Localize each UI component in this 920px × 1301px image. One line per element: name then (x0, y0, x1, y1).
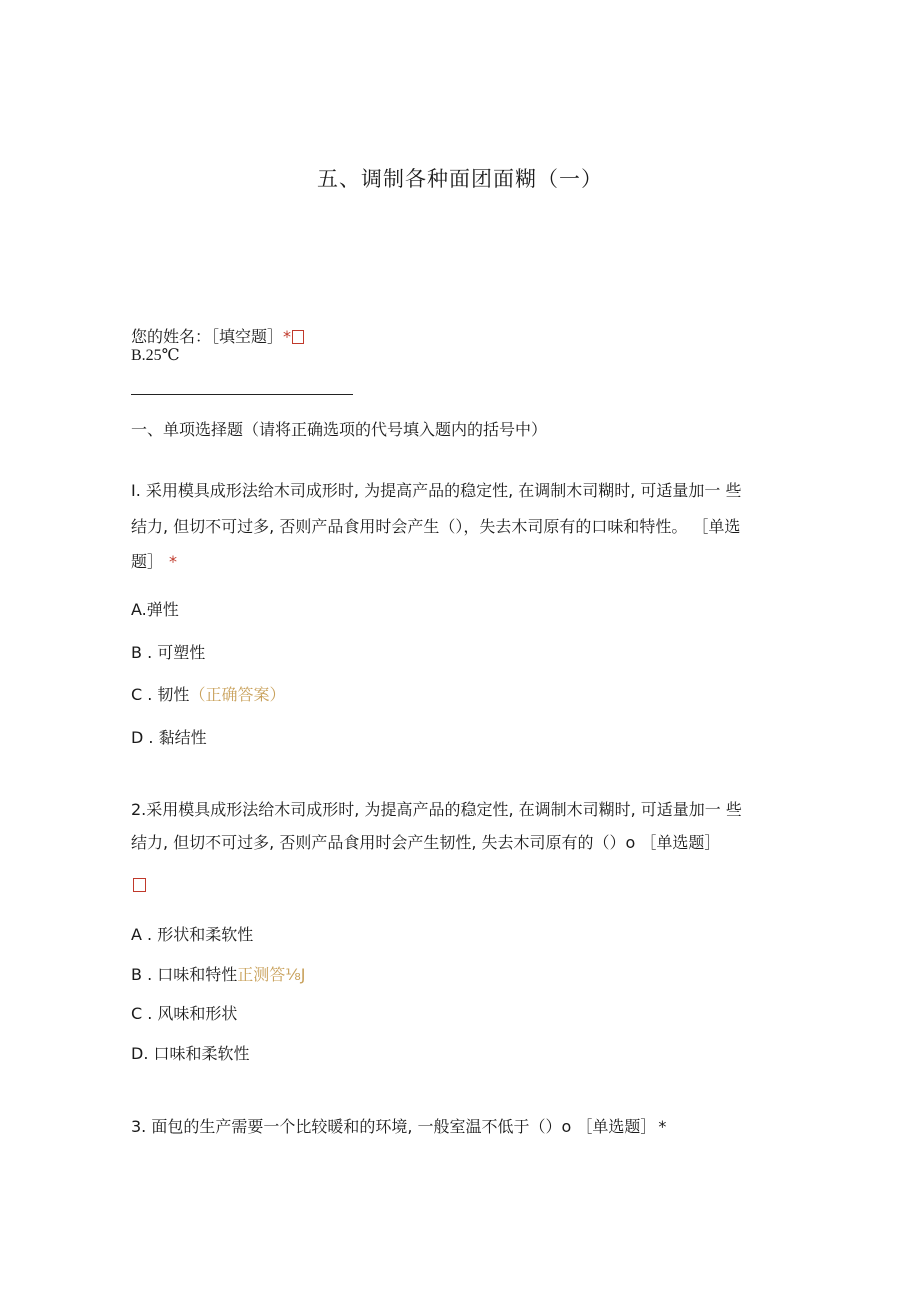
option-label: A . 形状和柔软性 (131, 925, 254, 944)
question-3-text: 3. 面包的生产需要一个比较暖和的环境, 一般室温不低于（）o ［单选题］ (131, 1117, 657, 1136)
required-marker: * (658, 1117, 667, 1136)
option-1-d[interactable] (131, 725, 207, 748)
question-1-line-2: 结力, 但切不可过多, 否则产品食用时会产生（），失去木司原有的口味和特性。 ［单选 (131, 517, 741, 536)
name-answer: B.25℃ (131, 347, 180, 364)
option-1-a[interactable] (131, 597, 179, 620)
option-2-a[interactable] (131, 922, 253, 945)
option-label: D. 口味和柔软性 (131, 1044, 250, 1063)
option-2-d[interactable] (131, 1041, 250, 1064)
question-3-line-1 (131, 1114, 666, 1137)
option-label: B . 可塑性 (131, 643, 206, 662)
name-question (131, 324, 304, 347)
name-question-label: 您的姓名：［填空题］ (131, 327, 284, 346)
page-title: 五、调制各种面团面糊（一） (317, 167, 603, 191)
question-2-line-2: 结力, 但切不可过多, 否则产品食用时会产生韧性, 失去木司原有的（）o ［单选题］ (131, 833, 721, 852)
checkbox-icon[interactable] (292, 330, 304, 344)
option-label: B . 口味和特性 (131, 965, 238, 984)
question-1-line-3 (131, 549, 177, 572)
section-heading: 一、单项选择题（请将正确选项的代号填入题内的括号中） (131, 420, 548, 439)
answer-underline (131, 394, 353, 395)
question-2-line-1: 2.采用模具成形法给木司成形时, 为提高产品的稳定性, 在调制木司糊时, 可适量加一 些 (131, 800, 742, 819)
option-label: A.弹性 (131, 600, 179, 619)
required-marker: * (169, 552, 178, 571)
question-1-line-3-text: 题］ (131, 552, 164, 571)
option-label: C . 韧性 (131, 685, 190, 704)
question-1-line-1: I. 采用模具成形法给木司成形时, 为提高产品的稳定性, 在调制木司糊时, 可适量加一 些 (131, 481, 742, 500)
option-2-c[interactable] (131, 1001, 237, 1024)
checkbox-icon[interactable] (133, 878, 146, 892)
option-label: C . 风味和形状 (131, 1004, 238, 1023)
option-1-c[interactable] (131, 682, 285, 705)
option-label: D . 黏结性 (131, 728, 207, 747)
correct-answer-note: （正确答案） (189, 685, 286, 704)
correct-answer-note: 正测答⅛J (237, 965, 306, 984)
option-2-b[interactable] (131, 962, 305, 985)
required-marker: * (283, 327, 292, 346)
option-1-b[interactable] (131, 640, 205, 663)
